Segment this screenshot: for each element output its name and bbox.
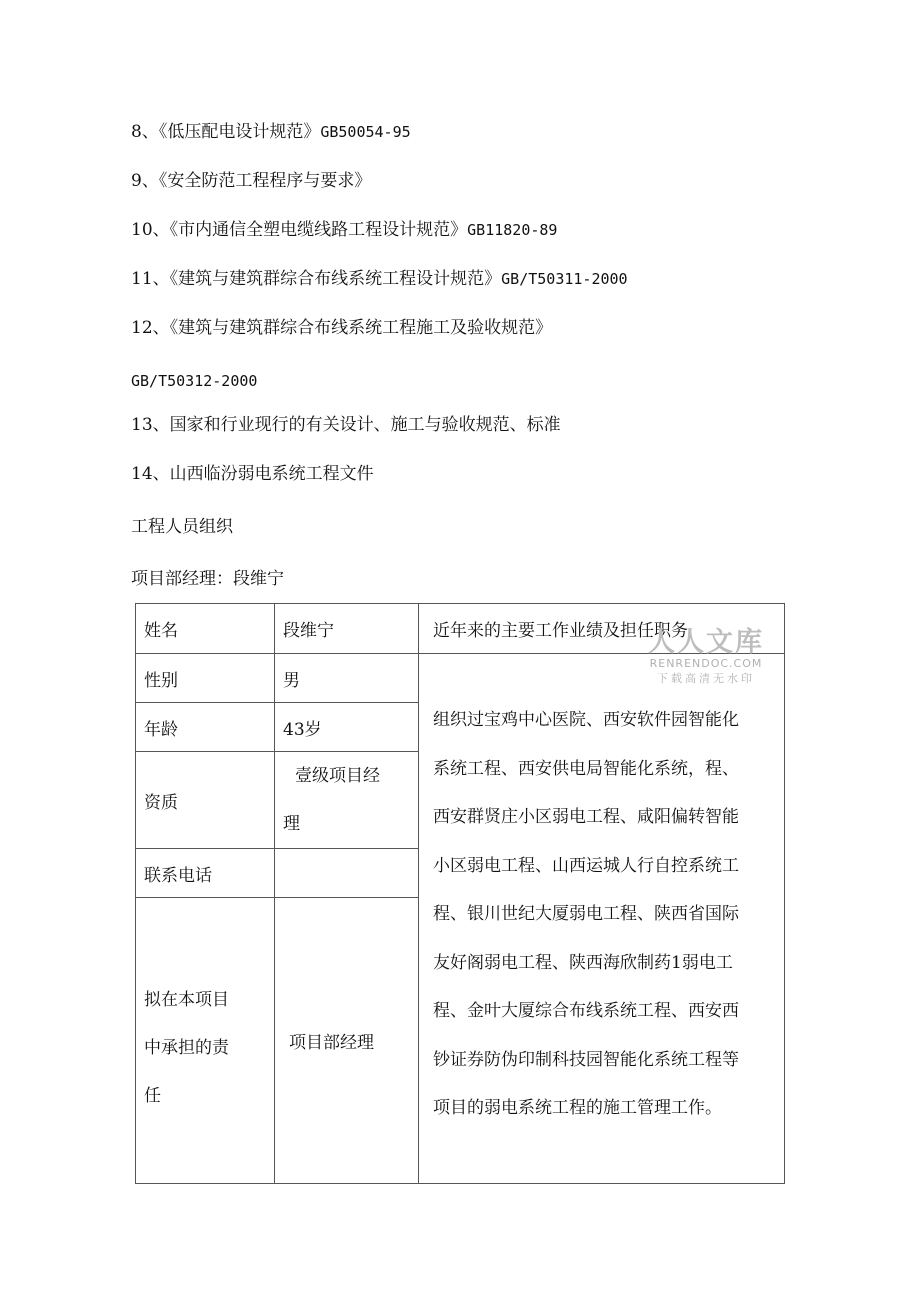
ref-number: 12、 (131, 318, 170, 338)
ref-item-14: 14、山西临汾弱电系统工程文件 (131, 464, 374, 484)
qualification-label: 资质 (136, 752, 275, 849)
age-label: 年龄 (136, 703, 275, 752)
record-line: 系统工程、西安供电局智能化系统，程、 (433, 758, 739, 779)
record-line: 程、金叶大厦综合布线系统工程、西安西 (433, 1001, 739, 1021)
record-line: 西安群贤庄小区弱电工程、咸阳偏转智能 (433, 807, 739, 827)
ref-code: GB50054-95 (320, 123, 411, 141)
record-header: 近年来的主要工作业绩及担任职务 (419, 604, 785, 654)
ref-title: 《安全防范工程程序与要求》 (158, 171, 372, 191)
watermark-domain: RENRENDOC.COM (649, 657, 763, 670)
ref-item-9 (131, 170, 371, 192)
work-record (419, 654, 785, 1184)
section-title: 工程人员组织 (131, 517, 233, 537)
ref-item-10 (131, 219, 557, 241)
gender-label: 性别 (136, 654, 275, 703)
ref-item-12 (131, 317, 552, 339)
phone-label: 联系电话 (136, 849, 275, 898)
gender-value: 男 (275, 654, 419, 703)
watermark-title: 人人文库 (648, 627, 764, 658)
ref-title: 《市内通信全塑电缆线路工程设计规范》 (169, 220, 468, 240)
ref-number: 8、 (131, 122, 159, 142)
ref-title: 《低压配电设计规范》 (158, 122, 321, 142)
record-line: 小区弱电工程、山西运城人行自控系统工 (433, 855, 739, 876)
personnel-table (135, 603, 785, 1184)
ref-code: GB/T50311-2000 (501, 270, 628, 288)
ref-title: 《建筑与建筑群综合布线系统工程设计规范》 (169, 269, 502, 289)
ref-number: 11、 (131, 269, 170, 289)
qualification-value (275, 752, 419, 849)
record-line: 程、银川世纪大厦弱电工程、陕西省国际 (433, 904, 739, 924)
record-line: 项目的弱电系统工程的施工管理工作。 (433, 1098, 722, 1118)
manager-line: 项目部经理：段维宁 (131, 569, 284, 589)
name-label: 姓名 (136, 604, 275, 654)
qualification-text: 壹级项目经理 (283, 766, 380, 834)
ref-number: 10、 (131, 220, 170, 240)
watermark-tagline: 下载高清无水印 (657, 672, 755, 685)
name-value: 段维宁 (275, 604, 419, 654)
responsibility-value: 项目部经理 (275, 898, 419, 1184)
record-line: 钞证券防伪印制科技园智能化系统工程等 (433, 1049, 739, 1070)
age-value: 43岁 (275, 703, 419, 752)
watermark-logo (648, 620, 764, 686)
ref-item-13: 13、国家和行业现行的有关设计、施工与验收规范、标准 (131, 415, 561, 435)
ref-number: 9、 (131, 171, 159, 191)
ref-item-12-code: GB/T50312-2000 (131, 372, 258, 390)
ref-item-8 (131, 121, 411, 143)
ref-title: 《建筑与建筑群综合布线系统工程施工及验收规范》 (169, 318, 553, 338)
responsibility-text: 拟在本项目中承担的责任 (144, 989, 229, 1106)
ref-item-11 (131, 268, 628, 290)
record-line: 友好阁弱电工程、陕西海欣制药1弱电工 (433, 952, 733, 973)
ref-code: GB11820-89 (467, 221, 558, 239)
record-line: 组织过宝鸡中心医院、西安软件园智能化 (433, 710, 739, 730)
responsibility-label (136, 898, 275, 1184)
phone-value (275, 849, 419, 898)
